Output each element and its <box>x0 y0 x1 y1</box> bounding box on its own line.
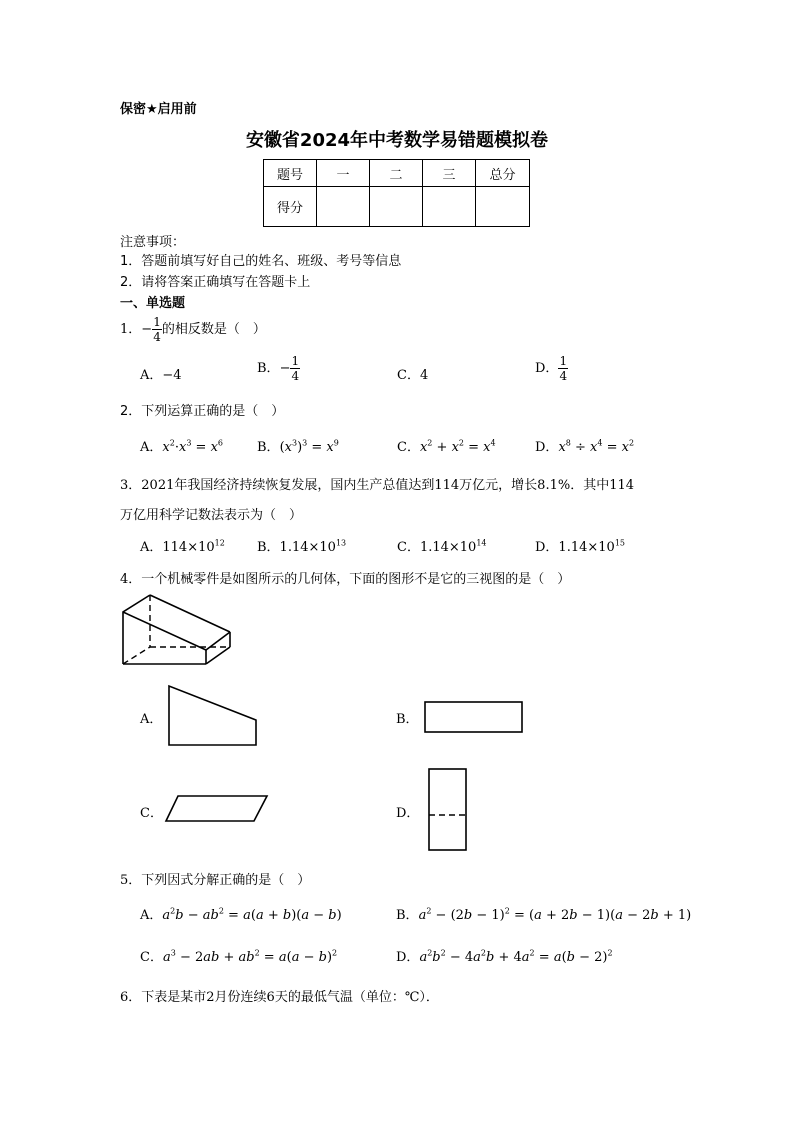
option-b[interactable]: B．$1.14\times 10^{13}$ <box>257 538 347 555</box>
question-3-line2: 万亿用科学记数法表示为（ ） <box>120 508 303 523</box>
option-c[interactable]: C．$a^3 - 2ab + ab^2 = a(a - b)^2$ <box>140 948 338 965</box>
option-a[interactable]: A．−4 <box>140 368 182 383</box>
option-c[interactable]: C．4 <box>397 368 429 383</box>
option-d[interactable]: D．$x^8 \div x^4 = x^2$ <box>535 438 635 455</box>
question-stem: 的相反数是（ ） <box>161 322 266 337</box>
option-d-figure <box>425 766 471 854</box>
option-a[interactable]: A．$114\times 10^{12}$ <box>140 538 225 555</box>
score-table <box>263 159 530 227</box>
notes-heading: 注意事项： <box>120 235 186 250</box>
note-item: 1．答题前填写好自己的姓名、班级、考号等信息 <box>120 254 402 269</box>
section-heading: 一、单选题 <box>120 296 186 311</box>
option-d[interactable]: D． <box>396 806 420 821</box>
option-a[interactable]: A．$x^2\cdot x^3 = x^6$ <box>140 438 224 455</box>
option-b[interactable]: B．$a^2 - (2b - 1)^2 = (a + 2b - 1)(a - 2b + 1)$ <box>396 906 692 923</box>
note-item: 2．请将答案正确填写在答题卡上 <box>120 275 311 290</box>
question-5: 5．下列因式分解正确的是（ ） <box>120 873 311 888</box>
option-d[interactable]: D．$a^2b^2 - 4a^2b + 4a^2 = a(b - 2)^2$ <box>396 948 613 965</box>
minus-sign: − <box>141 322 153 337</box>
option-c[interactable]: C． <box>140 806 163 821</box>
score-cell[interactable] <box>317 187 370 227</box>
question-6: 6．下表是某市2月份连续6天的最低气温（单位：℃）． <box>120 990 439 1005</box>
option-b[interactable]: B．$(x^3)^3 = x^9$ <box>257 438 339 455</box>
option-c-figure <box>163 793 271 825</box>
question-3-line1: 3．2021年我国经济持续恢复发展，国内生产总值达到114万亿元，增长8.1%．其中114 <box>120 478 635 493</box>
confidential-label: 保密★启用前 <box>120 102 197 117</box>
option-b[interactable]: B．− $\frac{1}{4}$ <box>257 354 300 383</box>
score-row-label: 得分 <box>264 187 317 227</box>
option-b-figure <box>422 699 526 735</box>
score-header-cell: 题号 <box>264 160 317 187</box>
score-header-cell: 总分 <box>476 160 530 187</box>
score-cell[interactable] <box>476 187 530 227</box>
solid-figure <box>118 590 238 670</box>
option-b[interactable]: B． <box>396 712 419 727</box>
score-header-cell: 三 <box>423 160 476 187</box>
question-1 <box>120 316 266 344</box>
option-a[interactable]: A． <box>140 712 163 727</box>
option-a-figure <box>165 682 261 750</box>
score-header-cell: 二 <box>370 160 423 187</box>
option-a[interactable]: A．$a^2b - ab^2 = a(a + b)(a - b)$ <box>140 906 342 923</box>
question-4: 4．一个机械零件是如图所示的几何体，下面的图形不是它的三视图的是（ ） <box>120 572 571 587</box>
score-cell[interactable] <box>423 187 476 227</box>
option-c[interactable]: C．$1.14\times 10^{14}$ <box>397 538 487 555</box>
question-2: 2．下列运算正确的是（ ） <box>120 404 285 419</box>
option-d[interactable]: D．$1.14\times 10^{15}$ <box>535 538 625 555</box>
option-c[interactable]: C．$x^2 + x^2 = x^4$ <box>397 438 496 455</box>
fraction: $\frac{1}{4}$ <box>153 315 161 344</box>
page-title: 安徽省2024年中考数学易错题模拟卷 <box>245 130 549 151</box>
score-cell[interactable] <box>370 187 423 227</box>
option-d[interactable]: D． $\frac{1}{4}$ <box>535 354 568 383</box>
question-number: 1． <box>120 322 142 337</box>
score-header-cell: 一 <box>317 160 370 187</box>
